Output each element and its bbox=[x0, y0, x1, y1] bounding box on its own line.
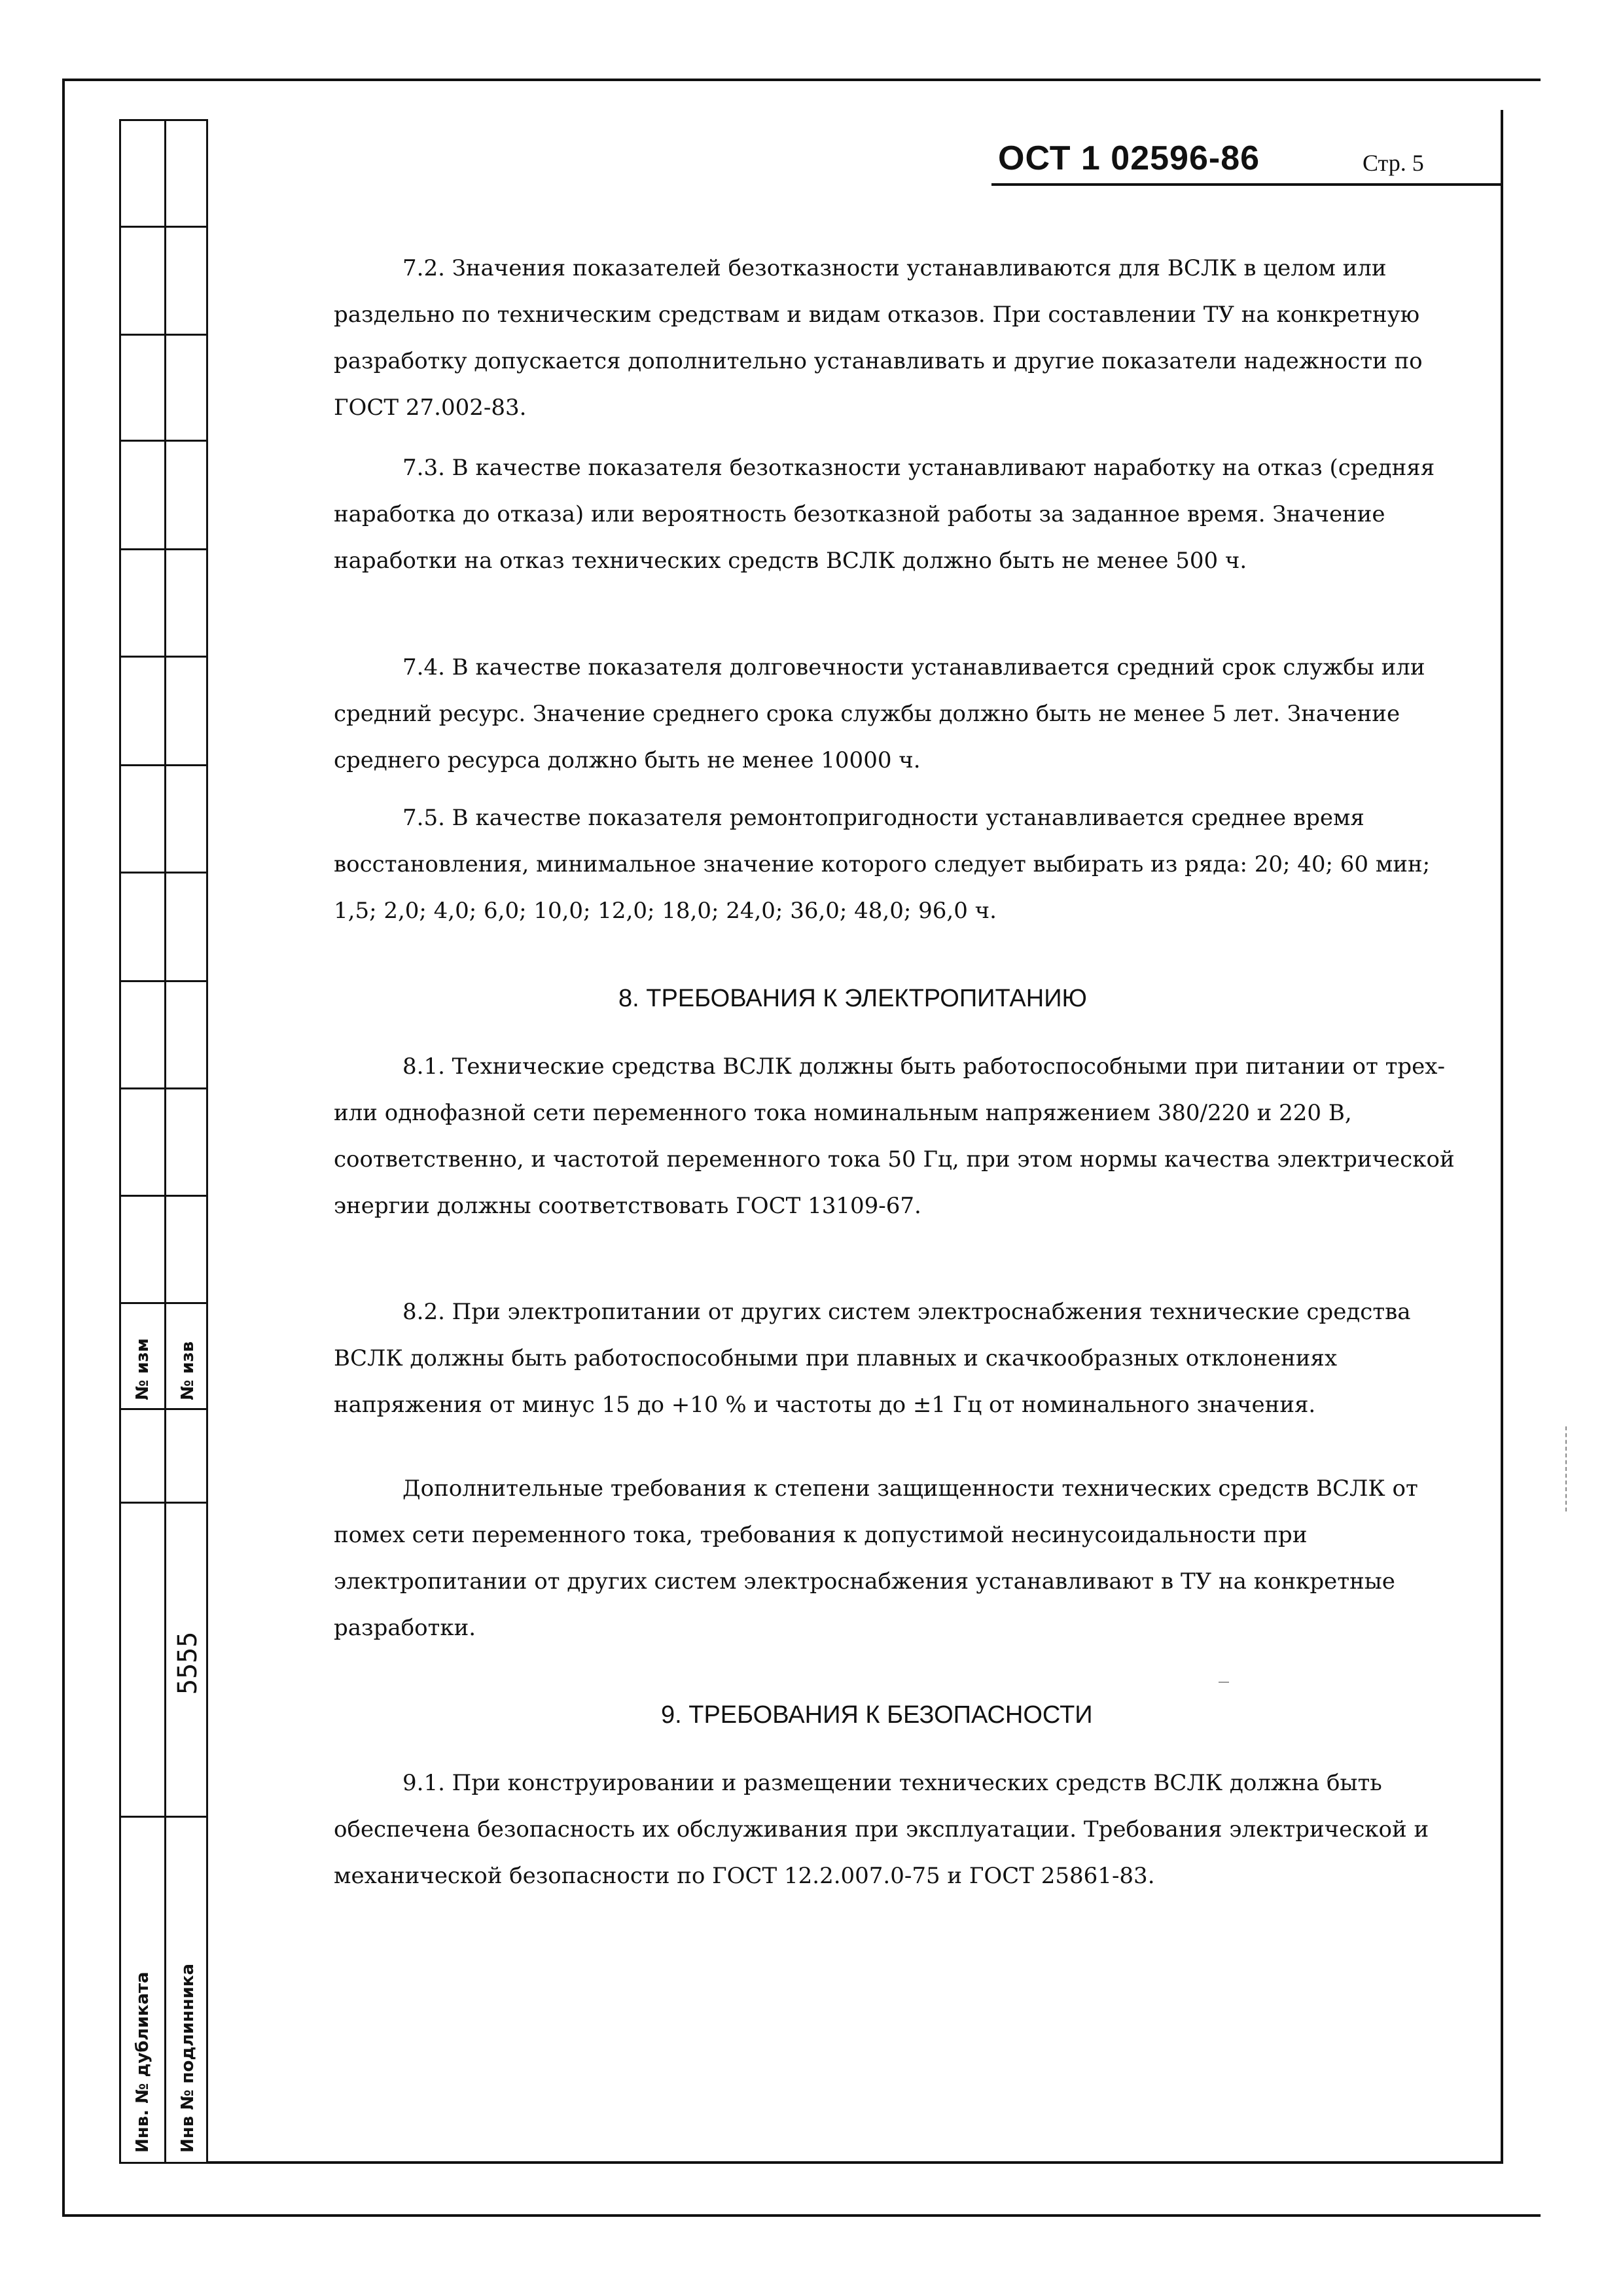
paragraph-7-3: 7.3. В качестве показателя безотказности устанавливают наработку на отказ (средняя наработка до отказа) или вероятность безотказной работы за заданное время. Значение наработки на отказ технических средств ВСЛК должно быть не менее 500 ч. bbox=[334, 455, 1435, 574]
document-code: ОСТ 1 02596-86 bbox=[998, 139, 1260, 177]
margin-stamp-table bbox=[119, 119, 208, 2164]
frame-right-border bbox=[1501, 110, 1503, 2164]
paragraph-7-4: 7.4. В качестве показателя долговечности устанавливается средний срок службы или средний ресурс. Значение среднего срока службы должно быть не менее 5 лет. Значение среднего ресурса должно быть не менее 10000 ч. bbox=[334, 654, 1425, 773]
header-rule bbox=[991, 183, 1502, 186]
margin-row-line bbox=[119, 1408, 208, 1410]
margin-izm-label: № изм bbox=[133, 1338, 152, 1400]
margin-dublikat-label: Инв. № дубликата bbox=[133, 1971, 152, 2153]
margin-row-line bbox=[119, 872, 208, 874]
margin-row-line bbox=[119, 1087, 208, 1089]
page-number: Стр. 5 bbox=[1363, 150, 1424, 176]
paragraph-8-1: 8.1. Технические средства ВСЛК должны быть работоспособными при питании от трех- или однофазной сети переменного тока номинальным напряжением 380/220 и 220 В, соответственно, и частотой переменного тока 50 Гц, при этом нормы качества электрической энергии должны соответствовать ГОСТ 13109-67. bbox=[334, 1053, 1455, 1219]
scan-dash-mark bbox=[1219, 1682, 1229, 1683]
margin-inventory-number: 5555 bbox=[173, 1631, 203, 1695]
paragraph-7-2: 7.2. Значения показателей безотказности устанавливаются для ВСЛК в целом или раздельно по техническим средствам и видам отказов. При составлении ТУ на конкретную разработку допускается дополнительно устанавливать и другие показатели надежности по ГОСТ 27.002-83. bbox=[334, 255, 1423, 421]
margin-column-divider bbox=[164, 119, 166, 2164]
section-9-title: 9. ТРЕБОВАНИЯ К БЕЗОПАСНОСТИ bbox=[661, 1701, 1093, 1729]
margin-podlinnik-label: Инв № подлинника bbox=[178, 1964, 198, 2153]
margin-row-line bbox=[119, 440, 208, 442]
margin-row-line bbox=[119, 334, 208, 336]
margin-row-line bbox=[119, 1502, 208, 1504]
paragraph-8-2: 8.2. При электропитании от других систем электроснабжения технические средства ВСЛК должны быть работоспособными при плавных и скачкообразных отклонениях напряжения от минус 15 до +10 % и частоты до ±1 Гц от номинального значения. bbox=[334, 1299, 1411, 1418]
margin-row-line bbox=[119, 1195, 208, 1197]
margin-row-line bbox=[119, 548, 208, 550]
scan-edge-mark bbox=[1565, 1426, 1567, 1511]
margin-izv-label: № изв bbox=[178, 1341, 198, 1400]
margin-row-line bbox=[119, 656, 208, 658]
section-8-title: 8. ТРЕБОВАНИЯ К ЭЛЕКТРОПИТАНИЮ bbox=[618, 985, 1087, 1012]
margin-row-line bbox=[119, 980, 208, 982]
frame-bottom-border bbox=[208, 2161, 1503, 2164]
paragraph-7-5: 7.5. В качестве показателя ремонтопригодности устанавливается среднее время восстановления, минимальное значение которого следует выбирать из ряда: 20; 40; 60 мин; 1,5; 2,0; 4,0; 6,0; 10,0; 12,0; 18,0; 24,0; 36,0; 48,0; 96,0 ч. bbox=[334, 805, 1431, 924]
paragraph-9-1: 9.1. При конструировании и размещении технических средств ВСЛК должна быть обеспечена безопасность их обслуживания при эксплуатации. Требования электрической и механической безопасности по ГОСТ 12.2.007.0-75 и ГОСТ 25861-83. bbox=[334, 1770, 1429, 1889]
paragraph-8-2-additional: Дополнительные требования к степени защищенности технических средств ВСЛК от помех сети переменного тока, требования к допустимой несинусоидальности при электропитании от других систем электроснабжения устанавливают в ТУ на конкретные разработки. bbox=[334, 1475, 1418, 1641]
margin-row-line bbox=[119, 1302, 208, 1304]
margin-row-line bbox=[119, 1816, 208, 1818]
margin-row-line bbox=[119, 226, 208, 228]
margin-row-line bbox=[119, 764, 208, 766]
